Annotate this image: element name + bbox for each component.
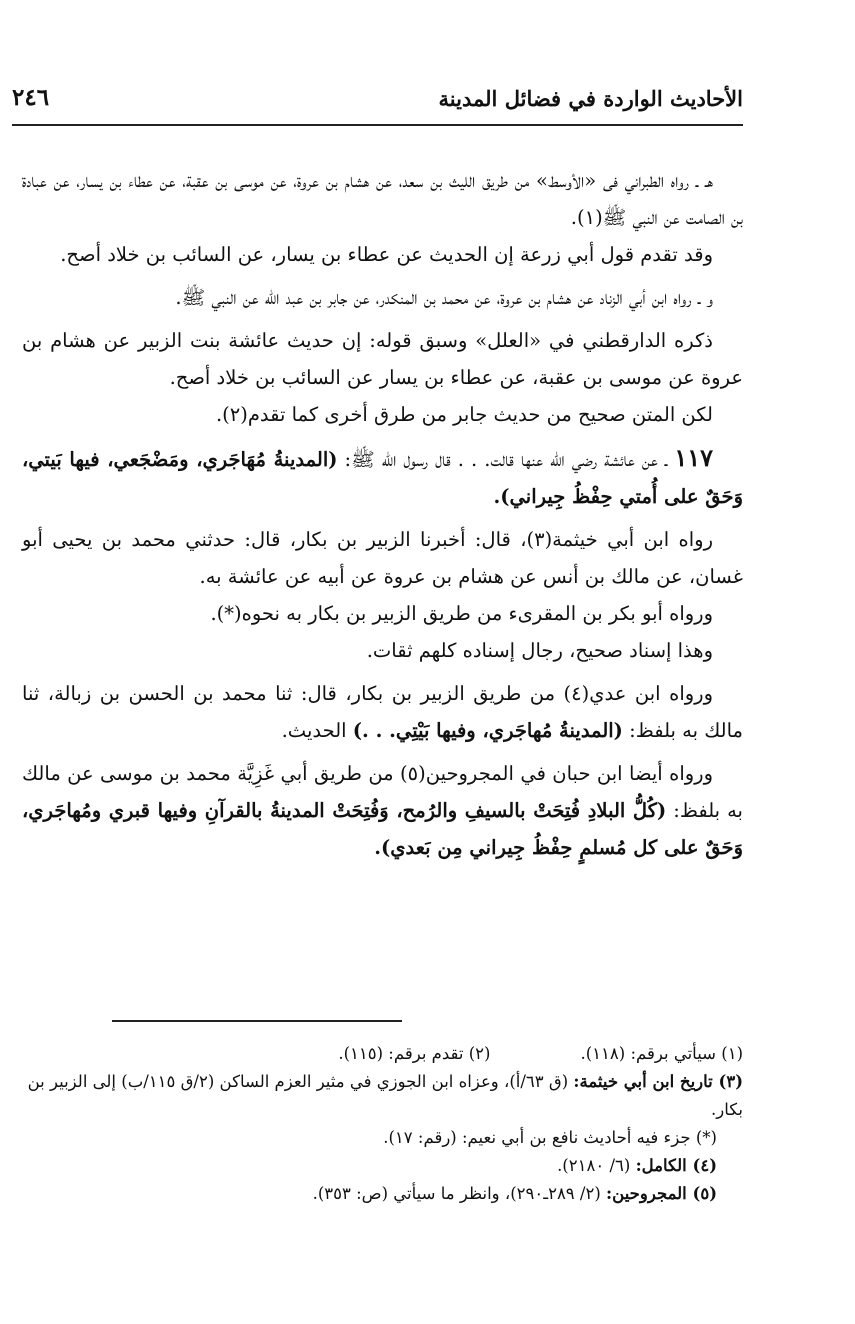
footnote-row-1-2 [22, 1040, 743, 1068]
footnote-4-source: (٤) الكامل: [635, 1156, 717, 1175]
footnote-rule [112, 1020, 402, 1022]
ibn-adi-text: ورواه ابن عدي(٤) من طريق الزبير بن بكار، قال: ثنا محمد بن الحسن بن زبالة، ثنا مالك به بلفظ: [22, 682, 743, 742]
paragraph-isnad: وهذا إسناد صحيح، رجال إسناده كلهم ثقات. [366, 639, 713, 662]
footnote-2: (٢) تقدم برقم: (١١٥). [338, 1044, 491, 1063]
footnote-3 [22, 1068, 743, 1124]
paragraph-h: هـ ـ رواه الطبراني فى «الأوسط» من طريق الليث بن سعد، عن هشام بن عروة، عن موسى بن عقبة، عن عطاء بن يسار، عن عبادة بن الصامت عن النبي ﷺ(١). [22, 169, 743, 229]
page-number: ٢٤٦ [12, 84, 50, 111]
footnote-3-source: (٣) تاريخ ابن أبي خيثمة: [573, 1072, 743, 1091]
hadith-intro: ـ عن عائشة رضي الله عنها قالت. . . قال رسول الله ﷺ: [344, 448, 668, 471]
paragraph-abu-zura: وقد تقدم قول أبي زرعة إن الحديث عن عطاء بن يسار، عن السائب بن خلاد أصح. [60, 243, 713, 266]
footnote-1: (١) سيأتي برقم: (١١٨). [580, 1044, 743, 1063]
footnote-star: (*) جزء فيه أحاديث نافع بن أبي نعيم: (رقم: ١٧). [383, 1128, 717, 1147]
footnote-5-source: (٥) المجروحين: [606, 1184, 717, 1203]
ibn-adi-lafz: (المدينةُ مُهاجَري، وفيها بَيْتِي. . .) [352, 719, 623, 742]
running-title: الأحاديث الواردة في فضائل المدينة [438, 86, 743, 111]
paragraph-matn-sahih: لكن المتن صحيح من حديث جابر من طرق أخرى كما تقدم(٢). [215, 403, 713, 426]
paragraph-ibn-adi [22, 675, 743, 749]
ibn-hibban-lafz: (كُلُّ البلادِ فُتِحَتْ بالسيفِ والرُمح، وَفُتِحَتْ المدينةُ بالقرآنِ وفيها قبري ومُهاجَري، وَحَقٌ على كل مُسلمٍ حِفْظُ جِيراني مِن بَعدي). [22, 799, 743, 859]
footnotes [22, 1040, 743, 1208]
ibn-hibban-text: ورواه أيضا ابن حبان في المجروحين(٥) من طريق أبي غَزِيَّة محمد بن موسى عن مالك به بلفظ: [22, 762, 743, 822]
main-text [22, 162, 743, 866]
page-header [12, 86, 743, 118]
footnote-4 [22, 1152, 743, 1180]
paragraph-ibn-hibban [22, 755, 743, 866]
hadith-text: (المدينةُ مُهَاجَري، ومَضْجَعي، فيها بَيتي، وَحَقٌ على أُمتي حِفْظُ جِيراني). [22, 448, 743, 508]
paragraph-daraqutni: ذكره الدارقطني في «العلل» وسبق قوله: إن حديث عائشة بنت الزبير عن هشام بن عروة عن موسى بن عقبة، عن عطاء بن يسار عن السائب بن خلاد أصح. [22, 329, 743, 389]
footnote-5-text: (٢/ ٢٨٩ـ٢٩٠)، وانظر ما سيأتي (ص: ٣٥٣). [312, 1184, 601, 1203]
paragraph-ibn-al-muqri: ورواه أبو بكر بن المقرىء من طريق الزبير بن بكار به نحوه(*). [210, 602, 713, 625]
header-rule [12, 124, 743, 126]
footnote-3-text: (ق ٦٣/أ)، وعزاه ابن الجوزي في مثير العزم الساكن (٢/ق ١١٥/ب) إلى الزبير بن بكار. [27, 1072, 743, 1119]
hadith-number: ١١٧ [674, 443, 713, 472]
footnote-4-text: (٦/ ٢١٨٠). [557, 1156, 631, 1175]
hadith-117 [22, 439, 743, 515]
paragraph-ibn-abi-khaythama: رواه ابن أبي خيثمة(٣)، قال: أخبرنا الزبير بن بكار، قال: حدثني محمد بن يحيى أبو غسان، عن مالك بن أنس عن هشام بن عروة عن أبيه عن عائشة به. [22, 528, 743, 588]
footnote-5 [22, 1180, 743, 1208]
paragraph-waw: و ـ رواه ابن أبي الزناد عن هشام بن عروة، عن محمد بن المنكدر، عن جابر بن عبد الله عن النبي ﷺ. [175, 286, 713, 309]
ibn-adi-end: الحديث. [281, 719, 347, 742]
